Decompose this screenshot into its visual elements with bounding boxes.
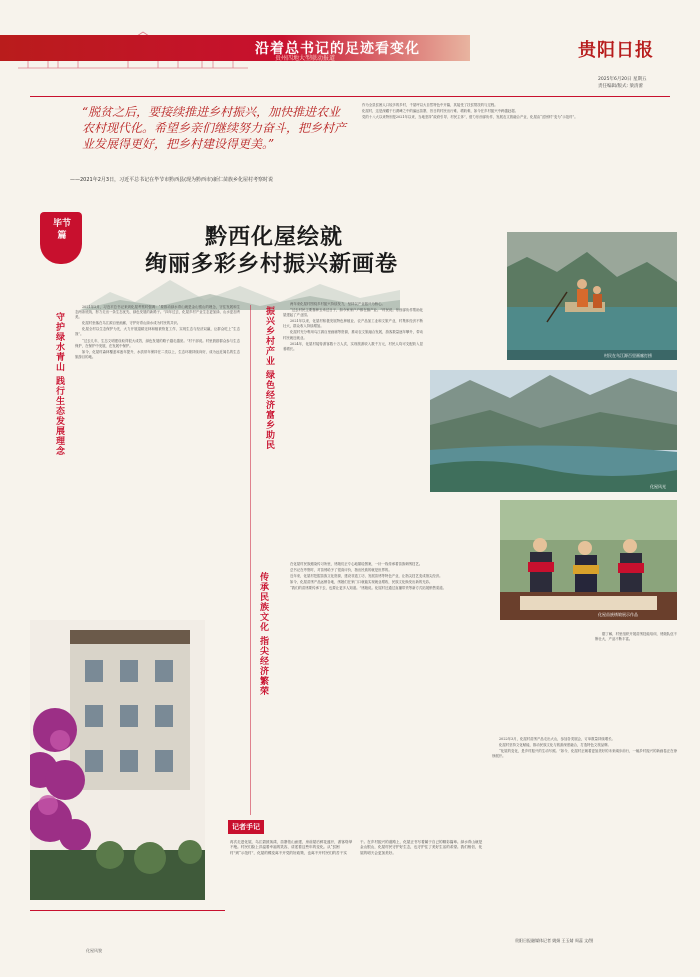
photo-caption: 化屋风光	[650, 484, 666, 489]
article-paragraph: 2024年，化屋村接待游客数十万人次，实现旅游收入数千万元，村民人均可支配收入显著增长。	[283, 341, 423, 351]
article-paragraph: 化屋村坚持文化赋能，推动民族文化与旅游深度融合，打造特色文旅品牌。	[499, 743, 611, 748]
article-paragraph: 2022年3月，化屋村苗绣产品走出大山，参加各类展会，订单数量持续增长。	[499, 737, 615, 741]
article-paragraph: “我们的苗绣要传承下去，也要让更多人知道。”绣娘说。化屋村还通过直播带货等新方式拓展销售渠道。	[290, 586, 447, 591]
header-divider	[30, 96, 670, 97]
section-subtitle-ecology: 守护绿水青山 践行生态发展理念	[54, 312, 64, 457]
series-badge-label: 毕节篇	[52, 219, 71, 241]
photo-river-workers	[507, 232, 677, 360]
section-title: 沿着总书记的足迹看变化	[255, 41, 420, 57]
article-paragraph: 如今，化屋苗绣产品远销各地，绣娘们在家门口就能实现就业增收，民族文化焕发出新的光彩。	[290, 580, 433, 585]
section-subtitle-industry: 振兴乡村产业 绿色经济富乡助民	[264, 306, 274, 451]
byline: 贵阳日报融媒体记者 姚娟 王玉婧 周蕊 文/图	[515, 938, 594, 943]
article-paragraph: 总书记在考察时，对苗绣给予了很高评价，指出民族的就是世界的。	[290, 568, 392, 573]
article-column-3	[283, 562, 488, 817]
intro-paragraph: 化屋村，这是深藏于石漠峰之中的偏远苗寨，昔日的村民出行难、增收难，如今在乡村振兴中跨越赶超。	[362, 109, 518, 114]
article-paragraph: 两年来化屋村围绕乡村振兴持续发力，坚持以产业振兴为核心。	[290, 302, 385, 306]
article-paragraph: 化屋村充分利用乌江源百里画廊等资源，推动农文旅融合发展，游客数量逐年攀升，带动村民就近就业。	[283, 330, 423, 340]
article-paragraph: “过去村民主要靠种玉米过日子，如今家家户户都在搞产业。”村民说。东西部协作帮助化屋建起了产业园。	[283, 308, 423, 318]
photo-river-gorge	[430, 370, 677, 492]
article-paragraph: 化屋全村以生态保护为先，大力开展退耕还林和植被恢复工作，实现生态与经济双赢，让群众吃上“生态饭”。	[75, 327, 240, 337]
photo-caption: 化屋风貌	[86, 948, 102, 953]
photo-village-building	[30, 620, 205, 900]
newspaper-logo: 贵阳日报	[578, 40, 654, 61]
article-column-2	[283, 302, 423, 562]
article-column-4	[595, 632, 677, 732]
note-tag: 记者手记	[228, 820, 264, 834]
headline-line-1: 黔西化屋绘就	[205, 225, 344, 250]
article-paragraph: 如今，化屋村森林覆盖率逐年提升，水质常年保持在二类以上，生态环境持续向好，成为远近闻名的生态旅游目的地。	[75, 349, 240, 359]
column-divider	[250, 305, 251, 815]
article-paragraph: 2021年以来，化屋村积极发展特色种植业、农产品加工业和文旅产业，村集体经济不断壮大，群众收入持续增加。	[283, 319, 423, 329]
article-paragraph: “过去几年，生态文明建设取得很大成效，绿色发展的路子越走越宽。”村干部说。村里鼓励群众参与生态保护，在保护中发展，在发展中保护。	[75, 338, 240, 348]
article-column-1	[75, 305, 240, 610]
section-subtitle: 贵州四地大型联动报道	[275, 55, 336, 62]
reporter-note: 再次走进化屋，乌江碧波荡漾，苗寨依山而建，房前屋后鲜花盛开，游客络绎不绝。村民们脸上洋溢着幸福的笑容，讲述着这些年的变化。从“贫困村”到“示范村”，化屋的蝶变离不开党的好政策，也离不开村民们的苦干实干。在乡村振兴的道路上，化屋正书写着属于自己的精彩篇章。绿水青山就是金山银山，化屋村民守护好生态，也守护住了美好生活的希望。我们相信，化屋的明天会更加美好。	[230, 840, 483, 855]
article-paragraph: 在化屋村民族蜡染传习所里，绣娘们正专心地描绘图案，一针一线传承着苗族刺绣技艺。	[290, 562, 423, 566]
article-paragraph: 据了解，村里组织开展苗绣技能培训，绣娘队伍不断壮大，产品不断丰富。	[595, 632, 677, 642]
intro-paragraph: 作为全县贫困人口较多的乡村，千屋坪以大自然特色中开篇，其接受了扶贫帮扶的与过程。	[362, 103, 498, 107]
article-paragraph: “化屋的变化，是乡村振兴的生动写照。”如今，化屋村正朝着更加美好的未来阔步前行，一幅乡村振兴的新画卷正在徐徐展开。	[492, 749, 677, 759]
photo-caption: 化屋苗族绣娘展示作品	[598, 612, 638, 617]
bottom-divider	[30, 910, 225, 911]
article-paragraph: 化屋村坐落在乌江源百里画廊，守护好青山绿水成为村民的共识。	[82, 321, 181, 326]
article-paragraph: 近年来，化屋村挖掘苗族文化资源，建设非遗工坊，发展苗绣等特色产业，让指尖技艺变成指尖经济。	[290, 574, 443, 579]
section-subtitle-culture: 传承民族文化 指尖经济繁荣	[258, 572, 268, 697]
intro-paragraph: 党的十八大以来特别是2021年以来，当地坚持“政府引导、村民主体”，借力东西部协作，发展农文旅融合产业，化屋由“贫困村”变为“示范村”。	[362, 115, 578, 120]
quote-source: ——2021年2月3日，习近平总书记在毕节市黔西县(现为黔西市)新仁苗族乡化屋村考察时说	[70, 177, 273, 183]
article-column-5	[492, 737, 677, 897]
photo-embroidery-women	[500, 500, 677, 620]
lead-quote: “脱贫之后，要接续推进乡村振兴，加快推进农业农村现代化。希望乡亲们继续努力奋斗，把乡村产业发展得更好，把乡村建设得更美。”	[82, 105, 347, 151]
issue-date: 2025年6月20日 星期五	[598, 77, 647, 82]
editor-credit: 责任编辑/版式: 梁清蕾	[598, 84, 643, 89]
photo-caption: 村民在乌江源百里画廊打捞	[604, 353, 652, 358]
article-paragraph: 2021年2月，习近平总书记来到化屋考察时强调：“要推动绿水青山就是金山银山的理念，守住发展和生态两条底线，努力走出一条生态优先、绿色发展的新路子。”四年过去，化屋乡村产业生态更加绿、山水更加秀美。	[75, 305, 240, 320]
headline-line-2: 绚丽多彩乡村振兴新画卷	[145, 252, 399, 277]
intro-text	[355, 103, 655, 183]
